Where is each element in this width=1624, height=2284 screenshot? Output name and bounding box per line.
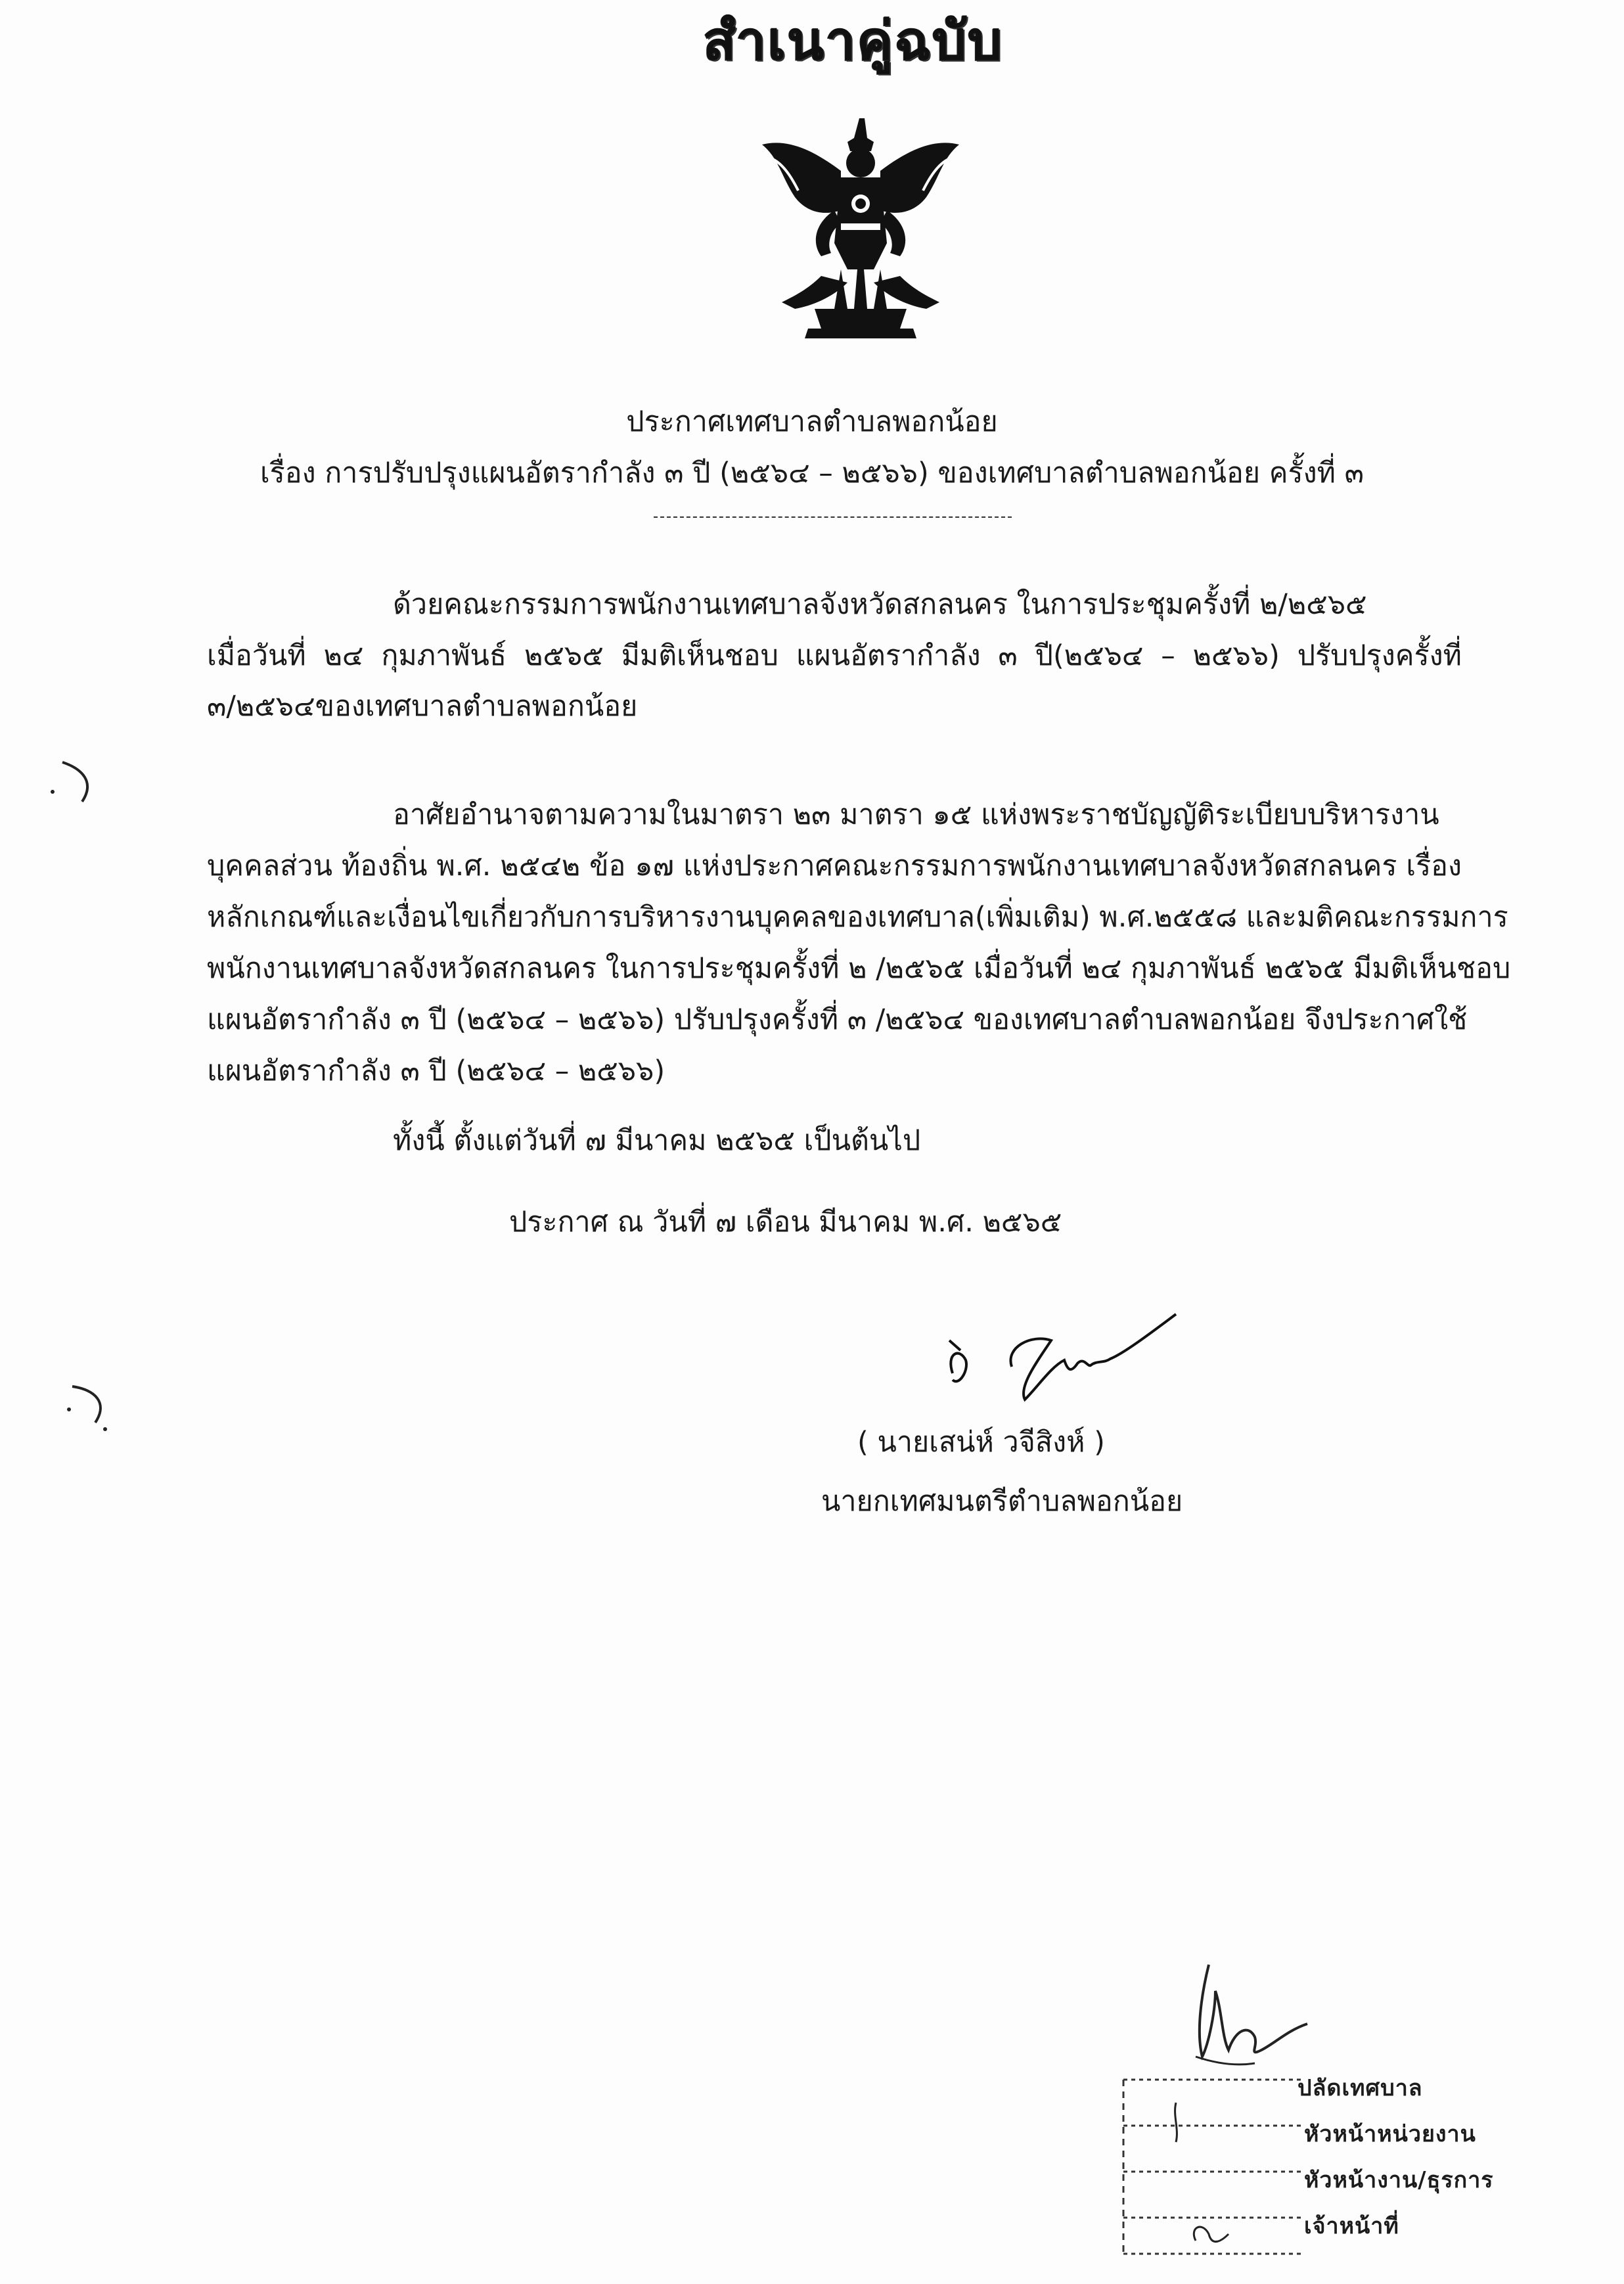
signatory-position: นายกเทศมนตรีตำบลพอกน้อย [821,1485,1183,1518]
paragraph2-line4: พนักงานเทศบาลจังหวัดสกลนคร ในการประชุมครั้งที่ ๒ /๒๕๖๕ เมื่อวันที่ ๒๔ กุมภาพันธ์ ๒๕๖๕ มีมติเห็นชอบ [207,952,1511,985]
paragraph2-line6: แผนอัตรากำลัง ๓ ปี (๒๕๖๔ – ๒๕๖๖) [207,1055,665,1087]
paragraph2-line1: อาศัยอำนาจตามความในมาตรา ๒๓ มาตรา ๑๕ แห่งพระราชบัญญัติระเบียบบริหารงาน [393,798,1439,831]
announcement-title: ประกาศเทศบาลตำบลพอกน้อย [626,405,998,438]
initials-stamp [1117,1952,1504,2284]
subject-line: เรื่อง การปรับปรุงแผนอัตรากำลัง ๓ ปี (๒๕๖๔ – ๒๕๖๖) ของเทศบาลตำบลพอกน้อย ครั้งที่ ๓ [259,457,1365,490]
stamp-row-label: ปลัดเทศบาล [1297,2075,1423,2101]
paragraph1-line3: ๓/๒๕๖๔ของเทศบาลตำบลพอกน้อย [207,690,638,723]
margin-mark-icon [59,1377,118,1436]
signature-icon [913,1288,1196,1419]
stamp-row-label: หัวหน้าหน่วยงาน [1304,2121,1476,2147]
announced-date: ประกาศ ณ วันที่ ๗ เดือน มีนาคม พ.ศ. ๒๕๖๕ [509,1206,1062,1239]
stamp-row-label: เจ้าหน้าที่ [1304,2213,1399,2239]
signatory-name: ( นายเสน่ห์ วจีสิงห์ ) [857,1426,1105,1459]
effective-date: ทั้งนี้ ตั้งแต่วันที่ ๗ มีนาคม ๒๕๖๕ เป็นต้นไป [393,1124,921,1157]
stamp-row-label: หัวหน้างาน/ธุรการ [1304,2167,1494,2193]
header-separator [654,516,1012,518]
paragraph2-line3: หลักเกณฑ์และเงื่อนไขเกี่ยวกับการบริหารงานบุคคลของเทศบาล(เพิ่มเติม) พ.ศ.๒๕๕๘ และมติคณะกรรมการ [207,901,1508,934]
copy-stamp: สำเนาคู่ฉบับ [703,10,1004,72]
paragraph2-line2: บุคคลส่วน ท้องถิ่น พ.ศ. ๒๕๔๒ ข้อ ๑๗ แห่งประกาศคณะกรรมการพนักงานเทศบาลจังหวัดสกลนคร เรื่อง [207,850,1462,882]
paragraph1-line2: เมื่อวันที่ ๒๔ กุมภาพันธ์ ๒๕๖๕ มีมติเห็นชอบ แผนอัตรากำลัง ๓ ปี(๒๕๖๔ – ๒๕๖๖) ปรับปรุงครั้งที่ [207,639,1462,672]
paragraph2-line5: แผนอัตรากำลัง ๓ ปี (๒๕๖๔ – ๒๕๖๖) ปรับปรุงครั้งที่ ๓ /๒๕๖๔ ของเทศบาลตำบลพอกน้อย จึงประกาศใช้ [207,1003,1468,1036]
garuda-emblem-icon [742,112,979,348]
margin-mark-icon [43,756,102,815]
paragraph1-line1: ด้วยคณะกรรมการพนักงานเทศบาลจังหวัดสกลนคร ในการประชุมครั้งที่ ๒/๒๕๖๕ [393,588,1367,621]
